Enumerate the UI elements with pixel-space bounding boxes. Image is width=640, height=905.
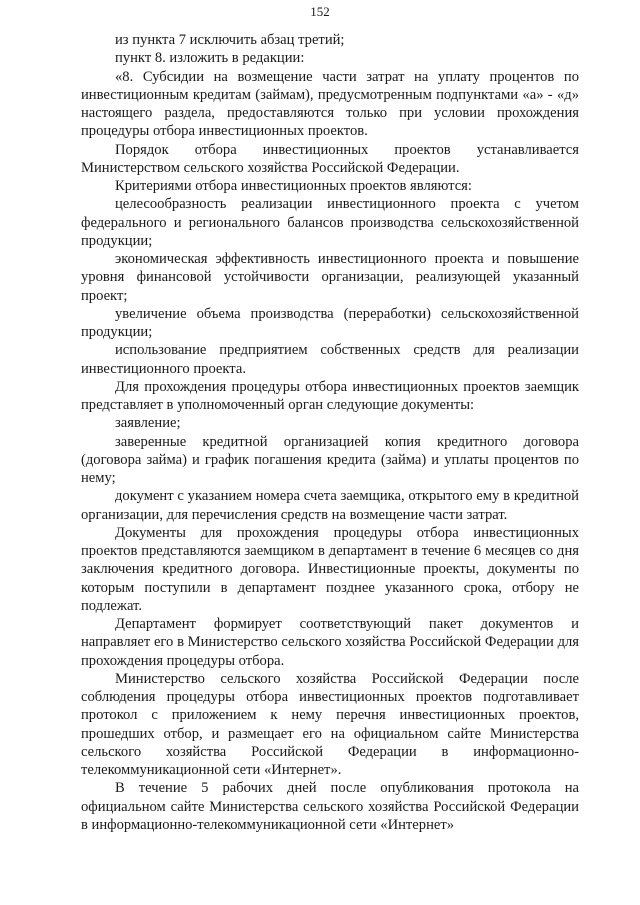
- paragraph-10: Для прохождения процедуры отбора инвестиционных проектов заемщик представляет в уполномоченный орган следующие документы:: [81, 378, 579, 413]
- paragraph-12: заверенные кредитной организацией копия кредитного договора (договора займа) и график погашения кредита (займа) и уплаты процентов по нему;: [81, 433, 579, 486]
- paragraph-14: Документы для прохождения процедуры отбора инвестиционных проектов представляются заемщиком в департамент в течение 6 месяцев со дня заключения кредитного договора. Инвестиционные проекты, документы по которым поступили в департамент позднее указанного срока, отбору не подлежат.: [81, 524, 579, 614]
- paragraph-15: Департамент формирует соответствующий пакет документов и направляет его в Министерство сельского хозяйства Российской Федерации для прохождения процедуры отбора.: [81, 616, 579, 669]
- page-number: 152: [310, 4, 330, 19]
- paragraph-4: Порядок отбора инвестиционных проектов устанавливается Министерством сельского хозяйства Российской Федерации.: [81, 141, 579, 176]
- paragraph-3: «8. Субсидии на возмещение части затрат на уплату процентов по инвестиционным кредитам (займам), предусмотренным подпунктами «а» - «д» настоящего раздела, предоставляются только при условии прохождения процедуры отбора инвестиционных проектов.: [81, 68, 579, 140]
- paragraph-8: увеличение объема производства (переработки) сельскохозяйственной продукции;: [81, 305, 579, 340]
- paragraph-1: из пункта 7 исключить абзац третий;: [115, 32, 345, 48]
- paragraph-17: В течение 5 рабочих дней после опубликования протокола на официальном сайте Министерства сельского хозяйства Российской Федерации в информационно-телекоммуникационной сети «Интернет»: [81, 780, 579, 833]
- paragraph-13: документ с указанием номера счета заемщика, открытого ему в кредитной организации, для перечисления средств на возмещение части затрат.: [81, 488, 579, 523]
- paragraph-2: пункт 8. изложить в редакции:: [115, 50, 305, 67]
- paragraph-6: целесообразность реализации инвестиционного проекта с учетом федерального и регионального балансов производства сельскохозяйственной продукции;: [81, 196, 579, 249]
- paragraph-7: экономическая эффективность инвестиционного проекта и повышение уровня финансовой устойчивости организации, реализующей указанный проект;: [81, 251, 579, 304]
- paragraph-16: Министерство сельского хозяйства Российской Федерации после соблюдения процедуры отбора инвестиционных проектов подготавливает протокол с приложением к нему перечня инвестиционных проектов, прошедших отбор, и размещает его на официальном сайте Министерства сельского хозяйства Российской Федерации в информационно-телекоммуникационной сети «Интернет».: [81, 670, 579, 778]
- paragraph-11: заявление;: [115, 415, 181, 432]
- paragraph-5: Критериями отбора инвестиционных проектов являются:: [115, 178, 472, 194]
- document-body: [81, 31, 579, 834]
- paragraph-9: использование предприятием собственных средств для реализации инвестиционного проекта.: [81, 342, 579, 377]
